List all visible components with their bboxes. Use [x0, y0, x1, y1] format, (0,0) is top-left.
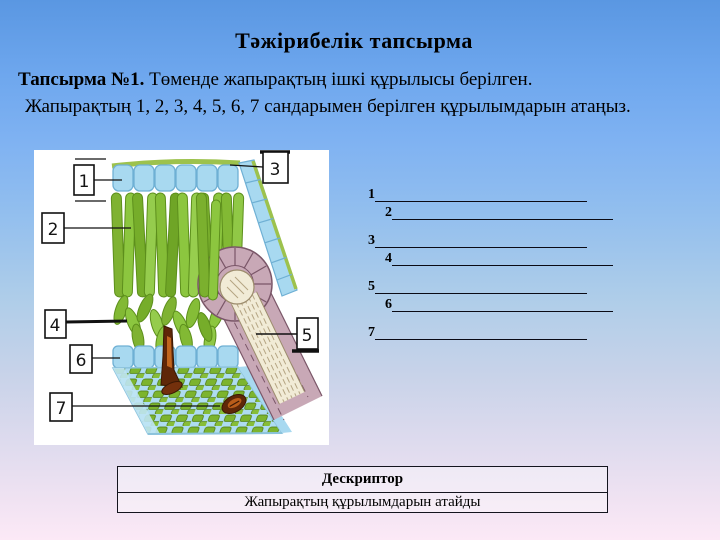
descriptor-header: Дескриптор [118, 467, 608, 493]
descriptor-table [117, 466, 608, 513]
answer-blanks [368, 186, 618, 346]
answer-blank-row-1 [368, 186, 587, 202]
slide-title: Тәжірибелік тапсырма [235, 28, 473, 53]
answer-blank-row-4 [385, 250, 613, 266]
blank-number: 6 [385, 297, 392, 312]
blank-line [375, 188, 587, 202]
svg-text:2: 2 [47, 220, 59, 240]
task-text-line1 [18, 69, 532, 91]
svg-text:5: 5 [301, 326, 313, 346]
leaf-diagram [34, 150, 329, 445]
blank-line [392, 206, 613, 220]
blank-number: 2 [385, 205, 392, 220]
blank-line [375, 234, 587, 248]
svg-text:7: 7 [55, 399, 67, 419]
svg-text:3: 3 [269, 160, 281, 180]
blank-line [392, 252, 613, 266]
svg-text:6: 6 [75, 351, 87, 371]
blank-line [375, 326, 587, 340]
task-text: Төменде жапырақтың ішкі құрылысы берілген. [144, 69, 533, 90]
blank-number: 1 [368, 187, 375, 202]
answer-blank-row-5 [368, 278, 587, 294]
answer-blank-row-2 [385, 204, 613, 220]
blank-line [375, 280, 587, 294]
svg-text:4: 4 [49, 316, 61, 336]
svg-text:1: 1 [78, 172, 90, 192]
answer-blank-row-3 [368, 232, 587, 248]
blank-number: 4 [385, 251, 392, 266]
blank-number: 7 [368, 325, 375, 340]
task-number-label: Тапсырма №1. [18, 69, 145, 90]
answer-blank-row-6 [385, 296, 613, 312]
blank-number: 3 [368, 233, 375, 248]
descriptor-value: Жапырақтың құрылымдарын атайды [118, 493, 608, 513]
blank-number: 5 [368, 279, 375, 294]
answer-blank-row-7 [368, 324, 587, 340]
leaf-structure-figure [34, 150, 329, 445]
task-text-line2: Жапырақтың 1, 2, 3, 4, 5, 6, 7 сандарымен берілген құрылымдарын атаңыз. [25, 96, 631, 117]
blank-line [392, 298, 613, 312]
